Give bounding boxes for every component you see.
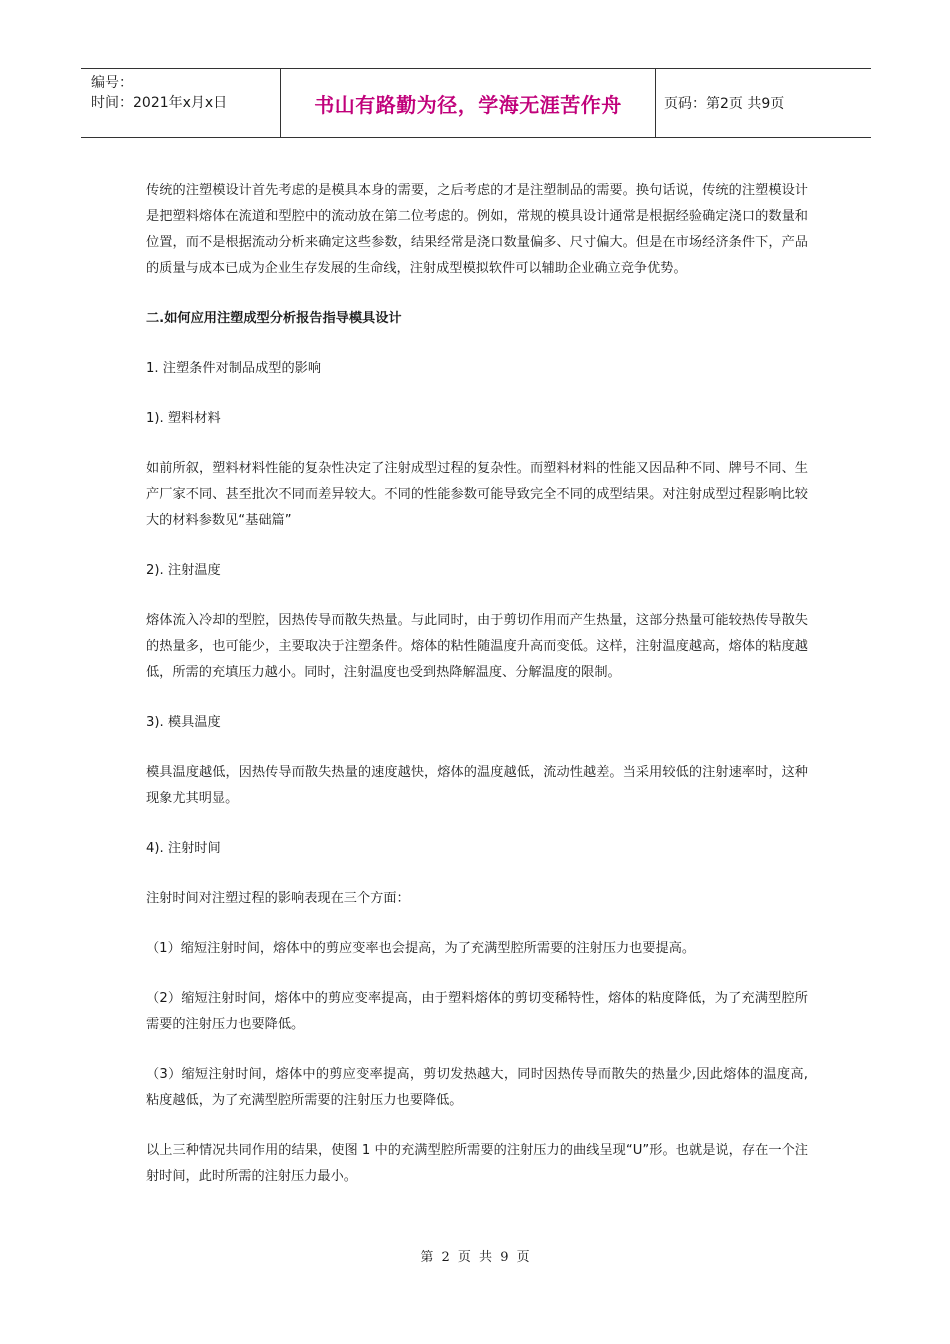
header-motto-cell [281,69,656,137]
document-body [146,178,808,1190]
paragraph-spacer [146,1038,808,1062]
body-paragraph: 如前所叙，塑料材料性能的复杂性决定了注射成型过程的复杂性。而塑料材料的性能又因品种不同、牌号不同、生产厂家不同、甚至批次不同而差异较大。不同的性能参数可能导致完全不同的成型结果。对注射成型过程影响比较大的材料参数见“基础篇” [146,461,808,528]
section-heading: 二.如何应用注塑成型分析报告指导模具设计 [146,311,402,326]
document-header [81,68,871,138]
body-paragraph: 2). 注射温度 [146,563,221,578]
paragraph-spacer [146,862,808,886]
paragraph-spacer [146,736,808,760]
paragraph-spacer [146,812,808,836]
paragraph-spacer [146,432,808,456]
body-paragraph: （2）缩短注射时间，熔体中的剪应变率提高，由于塑料熔体的剪切变稀特性，熔体的粘度降低，为了充满型腔所需要的注射压力也要降低。 [146,991,808,1032]
motto-text: 书山有路勤为径，学海无涯苦作舟 [314,92,622,117]
paragraph-spacer [146,332,808,356]
paragraph-spacer [146,1114,808,1138]
body-paragraph: 4). 注射时间 [146,841,221,856]
header-page-cell [656,69,871,137]
date-label: 时间：2021年x月x日 [91,95,228,111]
paragraph-spacer [146,382,808,406]
paragraph-spacer [146,534,808,558]
page-footer: 第 2 页 共 9 页 [420,1250,530,1265]
body-paragraph: 1). 塑料材料 [146,411,221,426]
paragraph-spacer [146,962,808,986]
header-meta-cell [81,69,281,137]
paragraph-spacer [146,686,808,710]
body-paragraph: 模具温度越低，因热传导而散失热量的速度越快，熔体的温度越低，流动性越差。当采用较低的注射速率时，这种现象尤其明显。 [146,765,808,806]
paragraph-spacer [146,584,808,608]
body-paragraph: 1. 注塑条件对制品成型的影响 [146,361,322,376]
body-paragraph: 3). 模具温度 [146,715,221,730]
number-label: 编号： [91,75,133,91]
paragraph-spacer [146,282,808,306]
body-paragraph: （3）缩短注射时间，熔体中的剪应变率提高，剪切发热越大，同时因热传导而散失的热量少,因此熔体的温度高,粘度越低，为了充满型腔所需要的注射压力也要降低。 [146,1067,808,1108]
body-paragraph: 熔体流入冷却的型腔，因热传导而散失热量。与此同时，由于剪切作用而产生热量，这部分热量可能较热传导散失的热量多，也可能少，主要取决于注塑条件。熔体的粘性随温度升高而变低。这样，注射温度越高，熔体的粘度越低，所需的充填压力越小。同时，注射温度也受到热降解温度、分解温度的限制。 [146,613,808,680]
body-paragraph: （1）缩短注射时间，熔体中的剪应变率也会提高，为了充满型腔所需要的注射压力也要提高。 [146,941,696,956]
body-paragraph: 注射时间对注塑过程的影响表现在三个方面： [146,891,410,906]
body-paragraph: 传统的注塑模设计首先考虑的是模具本身的需要，之后考虑的才是注塑制品的需要。换句话说，传统的注塑模设计是把塑料熔体在流道和型腔中的流动放在第二位考虑的。例如，常规的模具设计通常是根据经验确定浇口的数量和位置，而不是根据流动分析来确定这些参数，结果经常是浇口数量偏多、尺寸偏大。但是在市场经济条件下，产品的质量与成本已成为企业生存发展的生命线，注射成型模拟软件可以辅助企业确立竞争优势。 [146,183,808,276]
body-paragraph: 以上三种情况共同作用的结果，使图 1 中的充满型腔所需要的注射压力的曲线呈现“U”形。也就是说，存在一个注射时间，此时所需的注射压力最小。 [146,1143,808,1184]
page-label: 页码：第2页 共9页 [664,96,785,112]
paragraph-spacer [146,912,808,936]
